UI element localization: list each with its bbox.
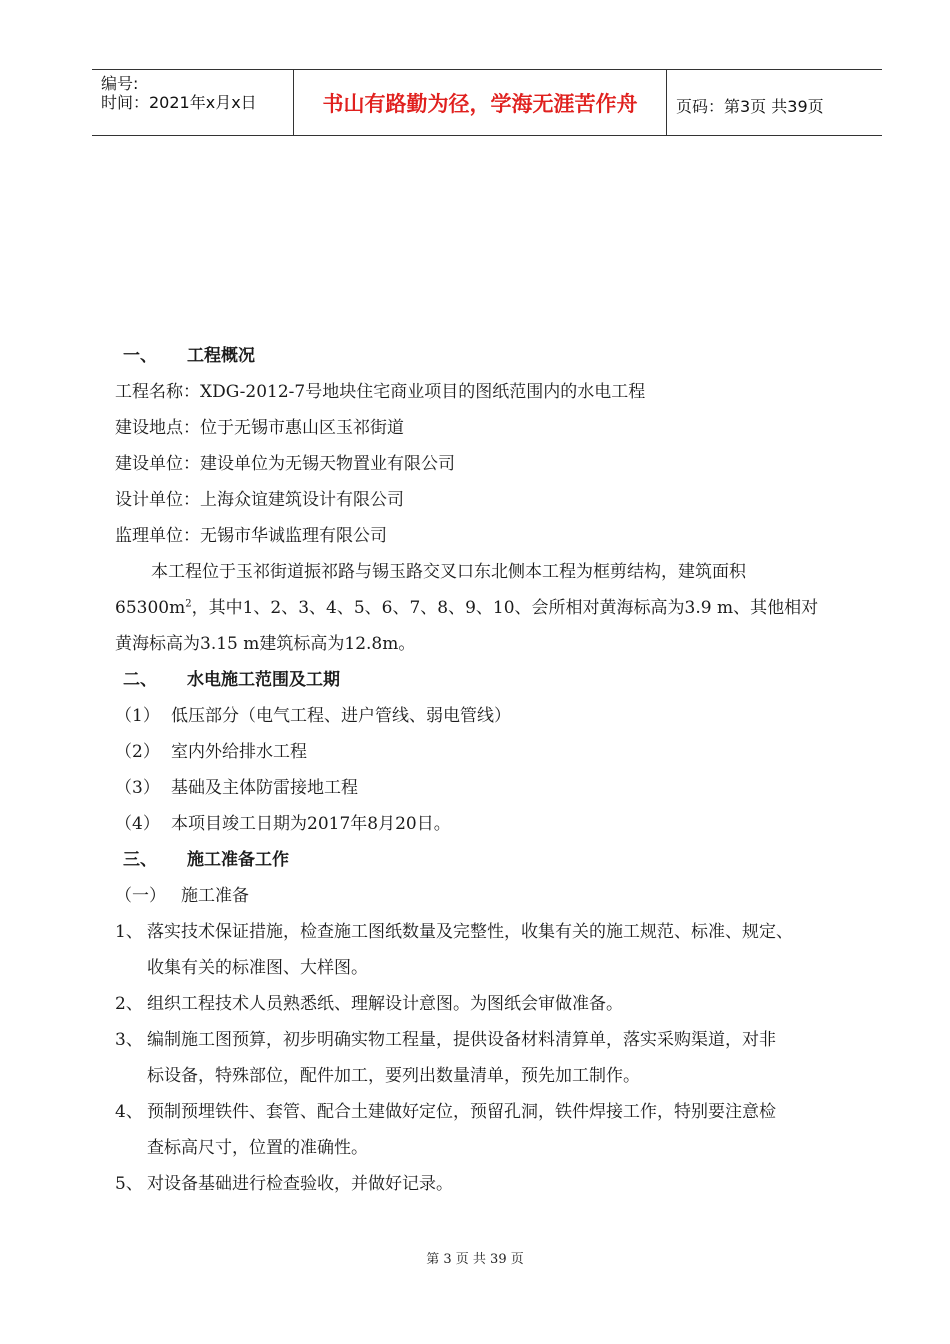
scope-item-text: 低压部分（电气工程、进户管线、弱电管线） (171, 706, 511, 726)
prep-item (115, 1094, 885, 1130)
section-number: 三、 (123, 850, 157, 870)
section-number: 一、 (123, 346, 157, 366)
prep-item-number: 5、 (115, 1174, 143, 1194)
area-superscript: 2 (185, 598, 192, 610)
section-number: 二、 (123, 670, 157, 690)
subsection-number: （一） (115, 886, 166, 906)
prep-item-text: 预制预埋铁件、套管、配合土建做好定位，预留孔洞，铁件焊接工作，特别要注意检 (147, 1102, 776, 1122)
prep-item (115, 914, 885, 950)
prep-item-text: 落实技术保证措施，检查施工图纸数量及完整性，收集有关的施工规范、标准、规定、 (147, 922, 793, 942)
section-heading-1 (115, 338, 885, 374)
header-top-border (92, 69, 882, 70)
overview-paragraph-line-3: 黄海标高为3.15 m建筑标高为12.8m。 (115, 634, 416, 654)
scope-item (115, 770, 885, 806)
scope-item-number: （2） (115, 742, 160, 762)
serial-label: 编号: (101, 74, 139, 93)
preparation-list (115, 914, 885, 1202)
scope-item-number: （1） (115, 706, 160, 726)
subsection-title: 施工准备 (181, 886, 249, 906)
scope-item-text: 本项目竣工日期为2017年8月20日。 (171, 814, 451, 834)
prep-item (115, 1166, 885, 1202)
header-motto: 书山有路勤为径，学海无涯苦作舟 (322, 92, 638, 116)
subsection-heading (115, 878, 885, 914)
scope-item (115, 698, 885, 734)
time-label: 时间：2021年x月x日 (101, 93, 257, 112)
header-divider-right (666, 69, 667, 136)
project-builder: 建设单位：建设单位为无锡天物置业有限公司 (115, 454, 455, 474)
section-title: 施工准备工作 (187, 850, 289, 870)
page-footer: 第 3 页 共 39 页 (426, 1252, 524, 1267)
prep-item (115, 986, 885, 1022)
prep-item-continuation: 收集有关的标准图、大样图。 (147, 958, 368, 978)
section-heading-2 (115, 662, 885, 698)
prep-item-continuation: 查标高尺寸，位置的准确性。 (147, 1138, 368, 1158)
prep-item-number: 4、 (115, 1102, 143, 1122)
scope-item-text: 基础及主体防雷接地工程 (171, 778, 358, 798)
page-number-label: 页码：第3页 共39页 (676, 97, 824, 116)
prep-item-text: 对设备基础进行检查验收，并做好记录。 (147, 1174, 453, 1194)
scope-item-number: （4） (115, 814, 160, 834)
prep-item-number: 3、 (115, 1030, 143, 1050)
scope-item-text: 室内外给排水工程 (171, 742, 307, 762)
prep-item-number: 1、 (115, 922, 143, 942)
scope-list (115, 698, 885, 842)
overview-paragraph-text: ，其中1、2、3、4、5、6、7、8、9、10、会所相对黄海标高为3.9 m、其他相对 (191, 598, 819, 618)
project-name: 工程名称：XDG-2012-7号地块住宅商业项目的图纸范围内的水电工程 (115, 382, 646, 402)
section-title: 工程概况 (187, 346, 255, 366)
prep-item-number: 2、 (115, 994, 143, 1014)
overview-paragraph-line-2 (115, 590, 885, 626)
project-location: 建设地点：位于无锡市惠山区玉祁街道 (115, 418, 404, 438)
prep-item (115, 1022, 885, 1058)
prep-item-text: 组织工程技术人员熟悉纸、理解设计意图。为图纸会审做准备。 (147, 994, 623, 1014)
header-bottom-border (92, 135, 882, 136)
overview-paragraph-line-1: 本工程位于玉祁街道振祁路与锡玉路交叉口东北侧本工程为框剪结构，建筑面积 (151, 562, 746, 582)
scope-item (115, 734, 885, 770)
document-body (115, 338, 885, 1202)
project-designer: 设计单位：上海众谊建筑设计有限公司 (115, 490, 404, 510)
project-supervisor: 监理单位：无锡市华诚监理有限公司 (115, 526, 387, 546)
section-heading-3 (115, 842, 885, 878)
prep-item-continuation: 标设备，特殊部位，配件加工，要列出数量清单，预先加工制作。 (147, 1066, 640, 1086)
area-value: 65300m (115, 598, 186, 618)
scope-item (115, 806, 885, 842)
prep-item-text: 编制施工图预算，初步明确实物工程量，提供设备材料清算单，落实采购渠道，对非 (147, 1030, 776, 1050)
section-title: 水电施工范围及工期 (187, 670, 340, 690)
scope-item-number: （3） (115, 778, 160, 798)
